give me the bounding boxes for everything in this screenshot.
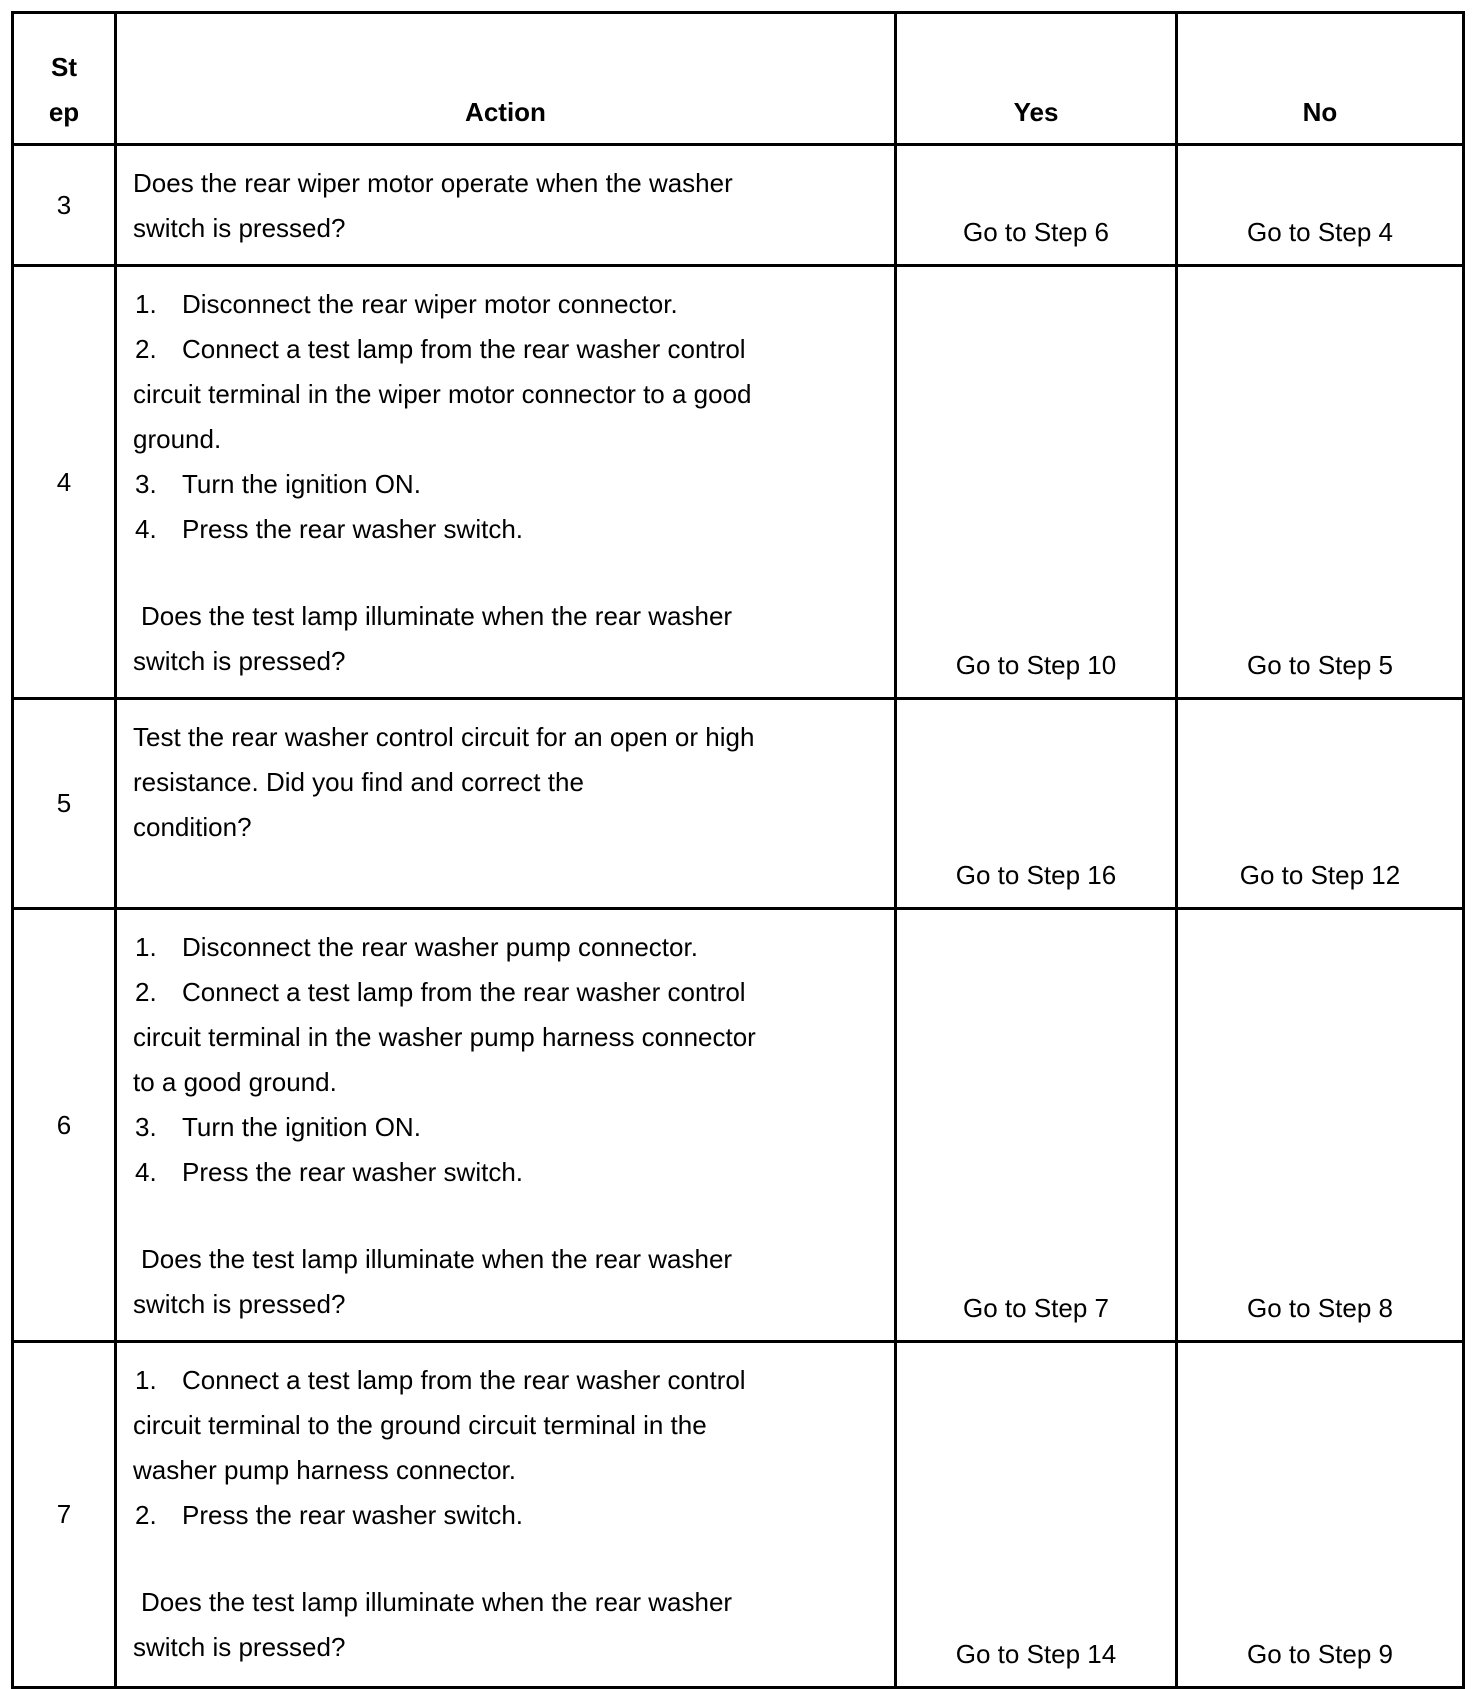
header-action: Action	[116, 13, 896, 145]
action-list-item	[133, 1105, 878, 1150]
header-step-line2: ep	[48, 97, 80, 127]
action-cell	[116, 266, 896, 699]
item-text-continued: to a good ground.	[133, 1067, 337, 1097]
item-text: Press the rear washer switch.	[182, 1157, 524, 1187]
item-text: Connect a test lamp from the rear washer control	[182, 1365, 746, 1395]
no-result: Go to Step 9	[1177, 1342, 1464, 1688]
table-body	[13, 145, 1464, 1688]
no-result: Go to Step 12	[1177, 699, 1464, 909]
yes-result: Go to Step 6	[896, 145, 1177, 266]
item-text: Turn the ignition ON.	[182, 469, 421, 499]
item-text-continued: circuit terminal to the ground circuit terminal in the	[133, 1410, 707, 1440]
yes-result: Go to Step 14	[896, 1342, 1177, 1688]
item-text-continued: ground.	[133, 424, 222, 454]
header-yes: Yes	[896, 13, 1177, 145]
item-number: 2.	[135, 334, 157, 364]
item-text: Press the rear washer switch.	[182, 1500, 524, 1530]
table-row	[13, 699, 1464, 909]
action-list-item	[133, 925, 878, 970]
question-line: Does the test lamp illuminate when the rear washer	[141, 601, 733, 631]
item-number: 2.	[135, 977, 157, 1007]
item-text: Disconnect the rear washer pump connector.	[182, 932, 698, 962]
no-result: Go to Step 4	[1177, 145, 1464, 266]
question-line: Does the test lamp illuminate when the rear washer	[141, 1587, 733, 1617]
header-no: No	[1177, 13, 1464, 145]
spacer	[133, 552, 878, 594]
header-step	[13, 13, 116, 145]
item-number: 1.	[135, 1365, 157, 1395]
action-text-line: Does the rear wiper motor operate when the washer	[133, 168, 733, 198]
item-text: Disconnect the rear wiper motor connector.	[182, 289, 678, 319]
question-line: switch is pressed?	[133, 1632, 346, 1662]
yes-result: Go to Step 7	[896, 909, 1177, 1342]
item-number: 4.	[135, 1157, 157, 1187]
table-row	[13, 145, 1464, 266]
action-text-line: condition?	[133, 812, 252, 842]
no-result: Go to Step 5	[1177, 266, 1464, 699]
step-number: 5	[13, 699, 116, 909]
action-cell	[116, 699, 896, 909]
item-text: Turn the ignition ON.	[182, 1112, 421, 1142]
header-step-line1: St	[51, 52, 77, 82]
step-number: 6	[13, 909, 116, 1342]
step-number: 3	[13, 145, 116, 266]
action-cell	[116, 909, 896, 1342]
item-number: 3.	[135, 1112, 157, 1142]
question-line: switch is pressed?	[133, 1289, 346, 1319]
item-text-continued: washer pump harness connector.	[133, 1455, 516, 1485]
action-list-item	[133, 970, 878, 1015]
no-result: Go to Step 8	[1177, 909, 1464, 1342]
header-row	[13, 13, 1464, 145]
item-number: 4.	[135, 514, 157, 544]
item-text-continued: circuit terminal in the washer pump harness connector	[133, 1022, 756, 1052]
spacer	[133, 1195, 878, 1237]
action-text-line: resistance. Did you find and correct the	[133, 767, 584, 797]
question-line: Does the test lamp illuminate when the rear washer	[141, 1244, 733, 1274]
table-row	[13, 266, 1464, 699]
item-number: 1.	[135, 932, 157, 962]
yes-result: Go to Step 16	[896, 699, 1177, 909]
item-number: 3.	[135, 469, 157, 499]
item-number: 1.	[135, 289, 157, 319]
yes-result: Go to Step 10	[896, 266, 1177, 699]
item-text-continued: circuit terminal in the wiper motor connector to a good	[133, 379, 752, 409]
action-text-line: switch is pressed?	[133, 213, 346, 243]
action-list-item	[133, 327, 878, 372]
step-number: 4	[13, 266, 116, 699]
item-text: Connect a test lamp from the rear washer control	[182, 334, 746, 364]
item-text: Press the rear washer switch.	[182, 514, 524, 544]
action-text-line: Test the rear washer control circuit for an open or high	[133, 722, 755, 752]
diagnostic-table	[11, 11, 1465, 1689]
action-list-item	[133, 1150, 878, 1195]
action-cell	[116, 145, 896, 266]
item-number: 2.	[135, 1500, 157, 1530]
spacer	[133, 1538, 878, 1580]
action-list-item	[133, 282, 878, 327]
step-number: 7	[13, 1342, 116, 1688]
action-list-item	[133, 1358, 878, 1403]
question-line: switch is pressed?	[133, 646, 346, 676]
table-row	[13, 909, 1464, 1342]
action-cell	[116, 1342, 896, 1688]
item-text: Connect a test lamp from the rear washer control	[182, 977, 746, 1007]
action-list-item	[133, 507, 878, 552]
action-list-item	[133, 1493, 878, 1538]
action-list-item	[133, 462, 878, 507]
table-row	[13, 1342, 1464, 1688]
